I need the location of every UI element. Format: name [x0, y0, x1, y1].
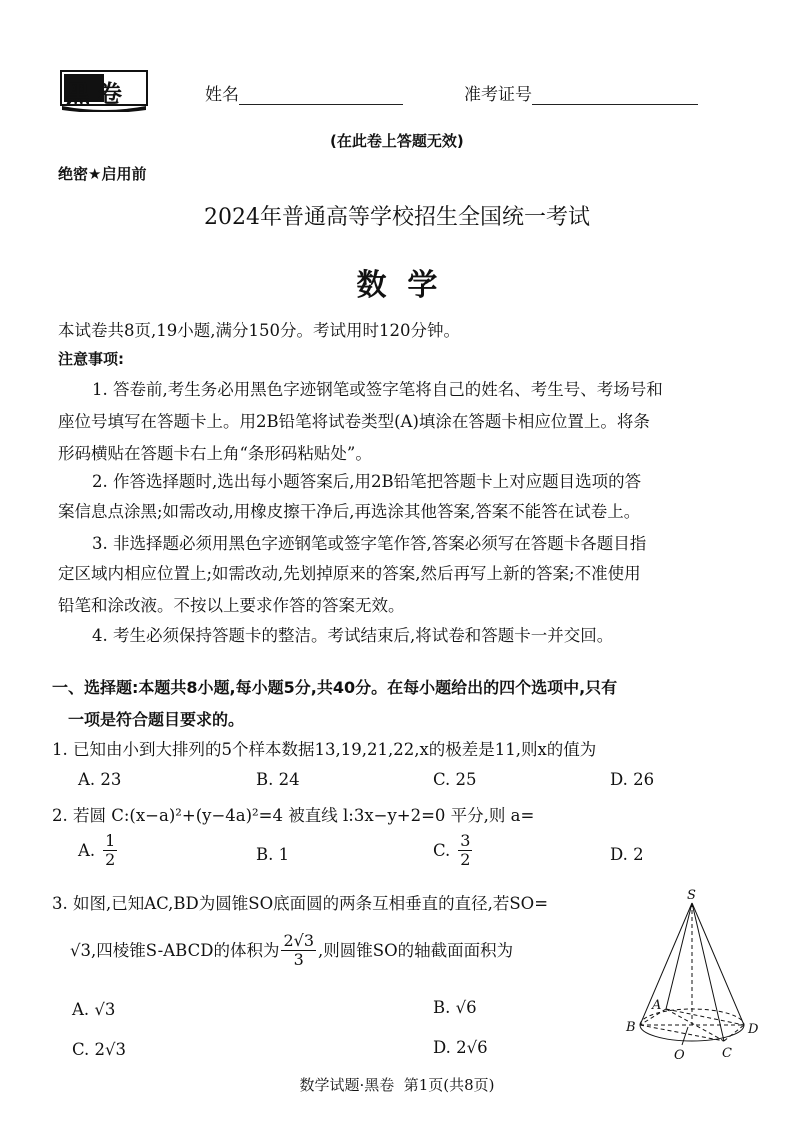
- exam-id-label: 准考证号: [464, 85, 532, 105]
- note-line: 铅笔和涂改液。不按以上要求作答的答案无效。: [58, 596, 405, 615]
- label-s: S: [687, 888, 696, 903]
- note-line: 座位号填写在答题卡上。用2B铅笔将试卷类型(A)填涂在答题卡相应位置上。将条: [58, 412, 650, 431]
- logo-text: 黑卷: [66, 79, 130, 108]
- q2-option-b: B. 1: [256, 845, 290, 864]
- fraction-numerator: 3: [460, 831, 471, 850]
- generator-left: [640, 903, 692, 1025]
- q2-option-d: D. 2: [610, 845, 644, 864]
- note-line: 定区域内相应位置上;如需改动,先划掉原来的答案,然后再写上新的答案;不准使用: [58, 564, 641, 583]
- base-front-arc: [640, 1025, 744, 1041]
- question-3-line1: 3. 如图,已知AC,BD为圆锥SO底面圆的两条互相垂直的直径,若SO=: [52, 894, 549, 913]
- label-d: D: [748, 1022, 759, 1037]
- section1-heading-cont: 一项是符合题目要求的。: [68, 710, 245, 729]
- q3-option-a: A. √3: [72, 1000, 116, 1019]
- fraction-numerator: 2√3: [283, 931, 315, 950]
- note-line: 3. 非选择题必须用黑色字迹钢笔或签字笔作答,答案必须写在答题卡各题目指: [92, 534, 647, 553]
- exam-id-field: [464, 80, 698, 105]
- question-3-line2: [70, 932, 513, 969]
- edge-cd: [724, 1025, 744, 1041]
- intro-text: 本试卷共8页,19小题,满分150分。考试用时120分钟。: [58, 321, 460, 340]
- page-footer: 数学试题·黑卷 第1页(共8页): [299, 1076, 495, 1094]
- fraction-denominator: 2: [105, 850, 116, 869]
- diameter-ac: [666, 1009, 724, 1041]
- fraction-denominator: 2: [460, 850, 471, 869]
- q3-option-c: C. 2√3: [72, 1040, 127, 1059]
- fraction-denominator: 3: [293, 950, 304, 969]
- question-1: 1. 已知由小到大排列的5个样本数据13,19,21,22,x的极差是11,则x的值为: [52, 740, 597, 759]
- notes-heading: 注意事项:: [58, 350, 124, 368]
- generator-right: [692, 903, 744, 1025]
- q2-option-a-label: A.: [78, 841, 96, 860]
- subject-title: 数 学: [356, 268, 438, 303]
- logo-stamp: [60, 70, 148, 112]
- cone-figure: [620, 885, 770, 1070]
- q2-option-a-fraction: [103, 832, 117, 869]
- o-pointer: [682, 1027, 688, 1045]
- q1-option-b: B. 24: [256, 770, 300, 789]
- note-line: 案信息点涂黑;如需改动,用橡皮擦干净后,再选涂其他答案,答案不能答在试卷上。: [58, 502, 641, 521]
- label-c: C: [722, 1046, 732, 1061]
- q3-text-a: √3,四棱锥S-ABCD的体积为: [70, 940, 280, 960]
- q3-option-b: B. √6: [433, 998, 477, 1017]
- question-2: 2. 若圆 C:(x−a)²+(y−4a)²=4 被直线 l:3x−y+2=0 平分,则 a=: [52, 806, 535, 825]
- secret-label: 绝密★启用前: [58, 165, 147, 183]
- q1-option-c: C. 25: [433, 770, 477, 789]
- exam-id-blank: [532, 86, 698, 105]
- note-line: 4. 考生必须保持答题卡的整洁。考试结束后,将试卷和答题卡一并交回。: [92, 626, 614, 645]
- name-label: 姓名: [205, 85, 239, 105]
- q1-option-a: A. 23: [78, 770, 122, 789]
- note-line: 2. 作答选择题时,选出每小题答案后,用2B铅笔把答题卡上对应题目选项的答: [92, 472, 642, 491]
- edge-bc: [640, 1025, 724, 1041]
- q2-option-c-label: C.: [433, 841, 451, 860]
- name-field: [205, 80, 403, 105]
- diameter-ac-part: [666, 1009, 744, 1025]
- q1-option-d: D. 26: [610, 770, 655, 789]
- label-a: A: [652, 998, 662, 1013]
- note-line: 1. 答卷前,考生务必用黑色字迹钢笔或签字笔将自己的姓名、考生号、考场号和: [92, 380, 663, 399]
- q2-option-c: [433, 832, 472, 869]
- q3-volume-fraction: [281, 932, 316, 969]
- exam-title: 2024年普通高等学校招生全国统一考试: [204, 205, 590, 230]
- name-blank: [239, 86, 403, 105]
- section1-heading: 一、选择题:本题共8小题,每小题5分,共40分。在每小题给出的四个选项中,只有: [52, 678, 618, 697]
- invalid-note: (在此卷上答题无效): [330, 132, 464, 150]
- label-b: B: [626, 1020, 636, 1035]
- q3-text-b: ,则圆锥SO的轴截面面积为: [318, 940, 514, 960]
- q3-option-d: D. 2√6: [433, 1038, 488, 1057]
- label-o: O: [674, 1048, 685, 1063]
- q2-option-c-fraction: [458, 832, 472, 869]
- q2-option-a: [78, 832, 117, 869]
- edge-sc: [692, 903, 724, 1041]
- fraction-numerator: 1: [105, 831, 116, 850]
- note-line: 形码横贴在答题卡右上角“条形码粘贴处”。: [58, 444, 372, 463]
